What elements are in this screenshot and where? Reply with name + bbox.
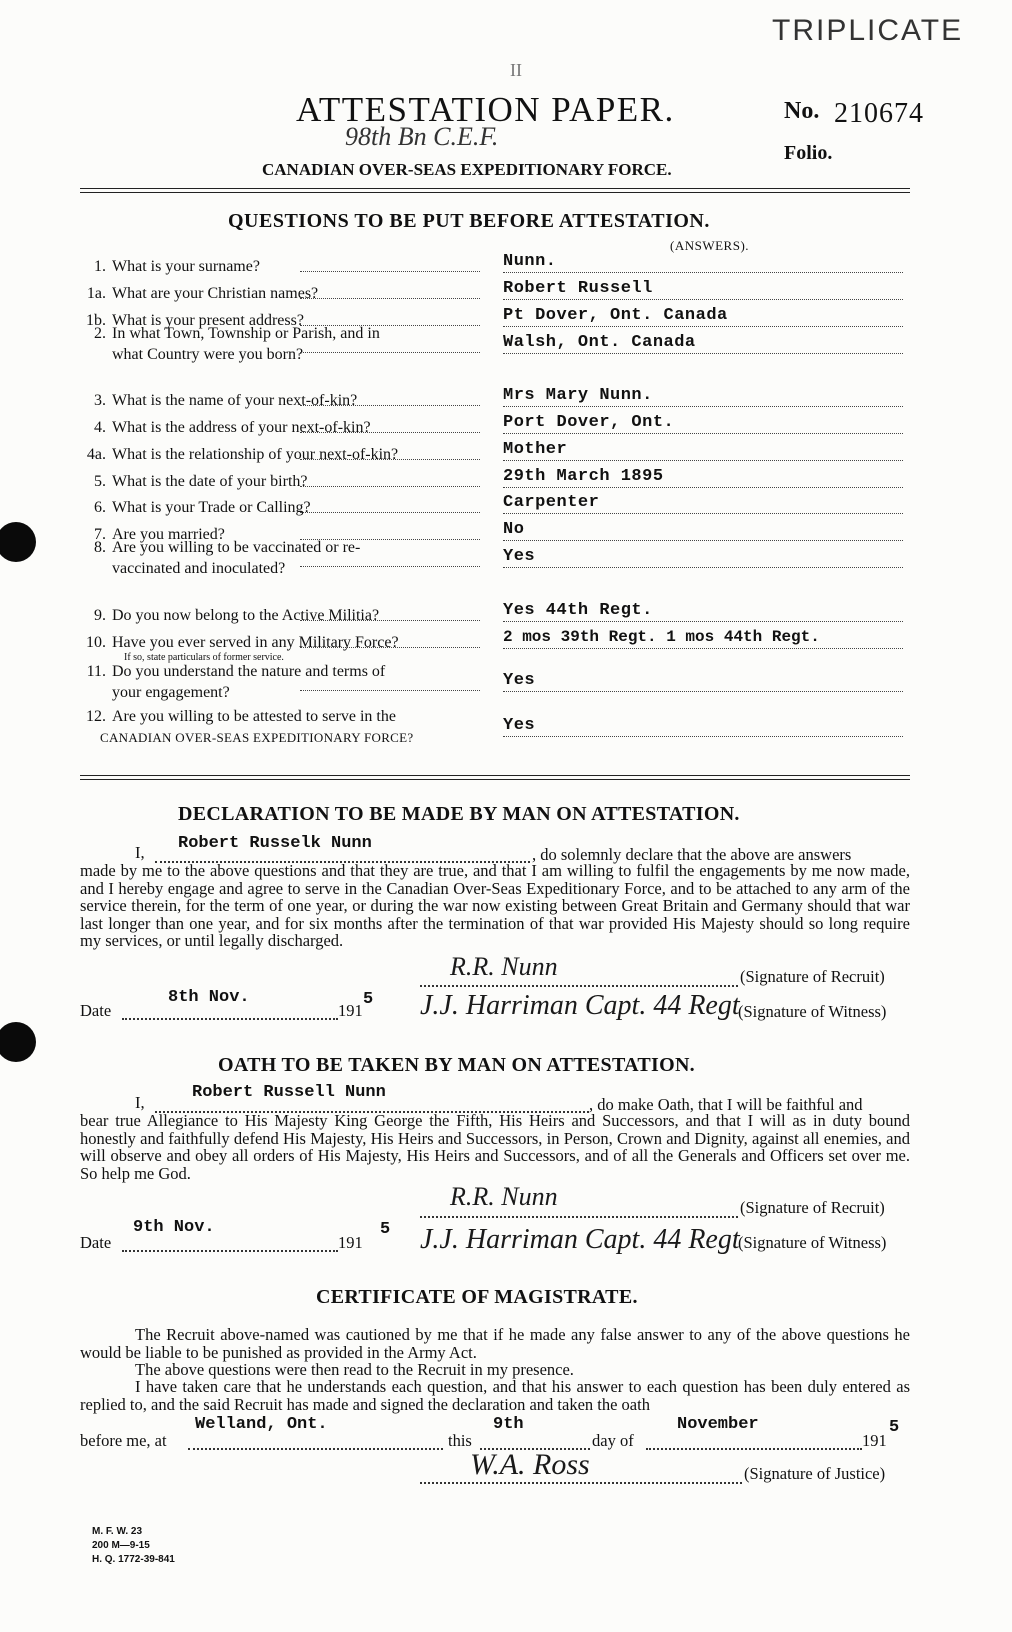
- questions-heading: QUESTIONS TO BE PUT BEFORE ATTESTATION.: [228, 210, 710, 232]
- serial-number-label: No.: [784, 98, 820, 124]
- answer-line: [503, 353, 903, 354]
- answer-text: Yes: [503, 671, 536, 690]
- oath-recruit-signature: R.R. Nunn: [450, 1182, 558, 1211]
- footer-form-code: M. F. W. 23: [92, 1526, 143, 1537]
- answer-text: Mrs Mary Nunn.: [503, 386, 653, 405]
- magistrate-signature: W.A. Ross: [470, 1448, 590, 1481]
- magistrate-month: November: [677, 1415, 759, 1434]
- declaration-witness-label: (Signature of Witness): [738, 1002, 887, 1021]
- magistrate-year-prefix: 191: [862, 1431, 887, 1450]
- question-row: [80, 605, 490, 626]
- answer-line: [503, 326, 903, 327]
- triplicate-stamp: TRIPLICATE: [772, 14, 964, 47]
- question-number: 6.: [94, 499, 106, 516]
- oath-first-line: , do make Oath, that I will be faithful and: [589, 1095, 863, 1114]
- roman-numeral: II: [510, 60, 522, 80]
- question-text-continued: your engagement?: [112, 684, 230, 701]
- answer-line: [503, 406, 903, 407]
- oath-recruit-label: (Signature of Recruit): [740, 1198, 885, 1217]
- question-leader-line: [300, 271, 480, 272]
- oath-witness-label: (Signature of Witness): [738, 1233, 887, 1252]
- question-text: Have you ever served in any Military Force?: [112, 634, 399, 651]
- question-number: 11.: [86, 663, 106, 680]
- answer-line: [503, 513, 903, 514]
- question-text-continued: what Country were you born?: [112, 346, 304, 363]
- question-leader-line: [300, 486, 480, 487]
- oath-year-suffix: 5: [380, 1220, 391, 1239]
- question-number: 9.: [94, 607, 106, 624]
- question-text: What is the date of your birth?: [112, 473, 308, 490]
- magistrate-paragraph-3: [80, 1378, 910, 1413]
- question-text: Are you willing to be attested to serve in the: [112, 708, 396, 725]
- magistrate-paragraph-2: [80, 1361, 910, 1379]
- answer-text: Yes: [503, 547, 536, 566]
- footer-print-run: 200 M—9-15: [92, 1540, 150, 1551]
- question-leader-line: [300, 352, 480, 353]
- answer-line: [503, 621, 903, 622]
- magistrate-p2-text: The above questions were then read to the Recruit in my presence.: [135, 1360, 574, 1379]
- serial-number: 210674: [834, 98, 924, 129]
- answer-line: [503, 272, 903, 273]
- question-number: 8.: [94, 539, 106, 556]
- declaration-first-line: , do solemnly declare that the above are answers: [532, 845, 852, 864]
- question-number: 1b.: [86, 312, 106, 329]
- answer-text: Yes: [503, 716, 536, 735]
- answer-line: [503, 648, 903, 649]
- answers-label: (ANSWERS).: [670, 238, 750, 253]
- punch-hole-top: [0, 522, 36, 562]
- header-divider: [80, 188, 910, 193]
- question-row: [80, 323, 490, 365]
- question-row: [80, 661, 490, 703]
- magistrate-sig-dots: [420, 1482, 742, 1484]
- question-row: [80, 256, 490, 277]
- questions-divider: [80, 775, 910, 780]
- declaration-name: Robert Russelk Nunn: [178, 834, 372, 853]
- question-text: What is your surname?: [112, 258, 260, 275]
- magistrate-paragraph-1: [80, 1326, 910, 1361]
- question-row: [80, 497, 490, 518]
- question-text: In what Town, Township or Parish, and in: [112, 325, 380, 342]
- question-text-continued: vaccinated and inoculated?: [112, 560, 286, 577]
- answer-text: Carpenter: [503, 493, 600, 512]
- declaration-recruit-signature: R.R. Nunn: [450, 952, 558, 981]
- question-leader-line: [300, 620, 480, 621]
- answer-line: [503, 567, 903, 568]
- answer-text: 29th March 1895: [503, 467, 664, 486]
- question-row: [80, 417, 490, 438]
- answer-line: [503, 299, 903, 300]
- answer-line: [503, 433, 903, 434]
- answer-text: Port Dover, Ont.: [503, 413, 675, 432]
- footer-hq-reference: H. Q. 1772-39-841: [92, 1554, 175, 1565]
- magistrate-month-dots: [646, 1448, 862, 1450]
- question-leader-line: [300, 459, 480, 460]
- question-number: 4.: [94, 419, 106, 436]
- question-text: What is your present address?: [112, 312, 304, 329]
- question-note: If so, state particulars of former service.: [124, 652, 284, 663]
- declaration-year-prefix: 191: [338, 1001, 363, 1020]
- page-title: ATTESTATION PAPER.: [296, 90, 675, 129]
- question-text: What is your Trade or Calling?: [112, 499, 311, 516]
- declaration-date-label: Date: [80, 1001, 112, 1020]
- question-leader-line: [300, 432, 480, 433]
- oath-name: Robert Russell Nunn: [192, 1083, 386, 1102]
- answer-text: Yes 44th Regt.: [503, 601, 653, 620]
- question-row: [80, 283, 490, 304]
- question-leader-line: [300, 647, 480, 648]
- folio-label: Folio.: [784, 142, 833, 164]
- declaration-date: 8th Nov.: [168, 988, 250, 1007]
- question-number: 1a.: [86, 285, 106, 302]
- question-row: [80, 390, 490, 411]
- question-text: What is the relationship of your next-of-kin?: [112, 446, 399, 463]
- oath-recruit-sig-dots: [420, 1216, 738, 1218]
- question-row: [80, 444, 490, 465]
- magistrate-day-label: day of: [592, 1431, 634, 1450]
- declaration-date-dots: [122, 1018, 338, 1020]
- question-number: 12.: [86, 708, 106, 725]
- question-number: 2.: [94, 325, 106, 342]
- magistrate-justice-label: (Signature of Justice): [744, 1464, 886, 1483]
- question-leader-line: [300, 566, 480, 567]
- answer-text: 2 mos 39th Regt. 1 mos 44th Regt.: [503, 628, 820, 646]
- question-text: What are your Christian names?: [112, 285, 319, 302]
- unit-handwritten: 98th Bn C.E.F.: [345, 122, 499, 151]
- question-row: [80, 471, 490, 492]
- declaration-year-suffix: 5: [363, 990, 374, 1009]
- declaration-i-label: I,: [135, 843, 145, 862]
- oath-witness-signature: J.J. Harriman Capt. 44 Regt: [420, 1224, 740, 1255]
- declaration-recruit-label: (Signature of Recruit): [740, 967, 885, 986]
- form-subtitle: CANADIAN OVER-SEAS EXPEDITIONARY FORCE.: [262, 160, 672, 179]
- question-text: Are you married?: [112, 526, 225, 543]
- question-number: 7.: [94, 526, 106, 543]
- answer-text: No: [503, 520, 525, 539]
- question-number: 4a.: [86, 446, 106, 463]
- question-leader-line: [300, 298, 480, 299]
- magistrate-day: 9th: [493, 1415, 524, 1434]
- oath-date-dots: [122, 1250, 338, 1252]
- magistrate-place: Welland, Ont.: [195, 1415, 328, 1434]
- magistrate-year-suffix: 5: [889, 1418, 900, 1437]
- question-text: What is the name of your next-of-kin?: [112, 392, 358, 409]
- question-leader-line: [300, 690, 480, 691]
- oath-date-label: Date: [80, 1233, 112, 1252]
- question-number: 3.: [94, 392, 106, 409]
- answer-text: Robert Russell: [503, 279, 653, 298]
- answer-line: [503, 691, 903, 692]
- question-leader-line: [300, 405, 480, 406]
- answer-text: Mother: [503, 440, 568, 459]
- declaration-body: made by me to the above questions and that they are true, and that I am willing to fulfil the engagements by me now made, and I hereby engage and agree to serve in the Canadian Over-Seas Expeditionary Force, and to be attached to any arm of the service therein, for the term of one year, or during the war now existing between Great Britain and Germany should that war last longer than one year, and for six months after the termination of that war provided His Majesty should so long require my services, or until legally discharged.: [80, 861, 910, 950]
- oath-i-label: I,: [135, 1093, 145, 1112]
- question-text: Do you now belong to the Active Militia?: [112, 607, 380, 624]
- magistrate-heading: CERTIFICATE OF MAGISTRATE.: [316, 1286, 638, 1308]
- question-leader-line: [300, 512, 480, 513]
- answer-text: Nunn.: [503, 252, 557, 271]
- magistrate-p3-text: I have taken care that he understands each question, and that his answer to each question has been duly entered as replied to, and the said Recruit has made and signed the declaration and taken the oath: [80, 1377, 910, 1414]
- question-number: 1.: [94, 258, 106, 275]
- declaration-witness-signature: J.J. Harriman Capt. 44 Regt: [420, 990, 740, 1021]
- magistrate-before-label: before me, at: [80, 1431, 167, 1450]
- question-text: What is the address of your next-of-kin?: [112, 419, 371, 436]
- magistrate-place-dots: [188, 1448, 443, 1450]
- answer-line: [503, 487, 903, 488]
- question-number: 10.: [86, 634, 106, 651]
- answer-line: [503, 460, 903, 461]
- magistrate-p1-text: The Recruit above-named was cautioned by me that if he made any false answer to any of the above questions he would be liable to be punished as provided in the Army Act.: [80, 1325, 910, 1362]
- question-row: [80, 706, 490, 748]
- answer-text: Pt Dover, Ont. Canada: [503, 306, 728, 325]
- declaration-recruit-sig-dots: [420, 985, 738, 987]
- answer-line: [503, 736, 903, 737]
- question-text: Are you willing to be vaccinated or re-: [112, 539, 361, 556]
- question-text: Do you understand the nature and terms of: [112, 663, 386, 680]
- punch-hole-bottom: [0, 1022, 36, 1062]
- oath-year-prefix: 191: [338, 1233, 363, 1252]
- declaration-heading: DECLARATION TO BE MADE BY MAN ON ATTESTATION.: [178, 803, 740, 825]
- magistrate-this-label: this: [448, 1431, 472, 1450]
- oath-heading: OATH TO BE TAKEN BY MAN ON ATTESTATION.: [218, 1054, 695, 1076]
- question-row: [80, 537, 490, 579]
- answer-line: [503, 540, 903, 541]
- oath-body: bear true Allegiance to His Majesty King George the Fifth, His Heirs and Successors, and that I will as in duty bound honestly and faithfully defend His Majesty, His Heirs and Successors, in Person, Crown and Dignity, against all enemies, and will observe and obey all orders of His Majesty, His Heirs and Successors, and of all the Generals and Officers set over me. So help me God.: [80, 1111, 910, 1183]
- oath-date: 9th Nov.: [133, 1218, 215, 1237]
- answer-text: Walsh, Ont. Canada: [503, 333, 696, 352]
- question-text-continued: CANADIAN OVER-SEAS EXPEDITIONARY FORCE?: [100, 730, 414, 745]
- question-number: 5.: [94, 473, 106, 490]
